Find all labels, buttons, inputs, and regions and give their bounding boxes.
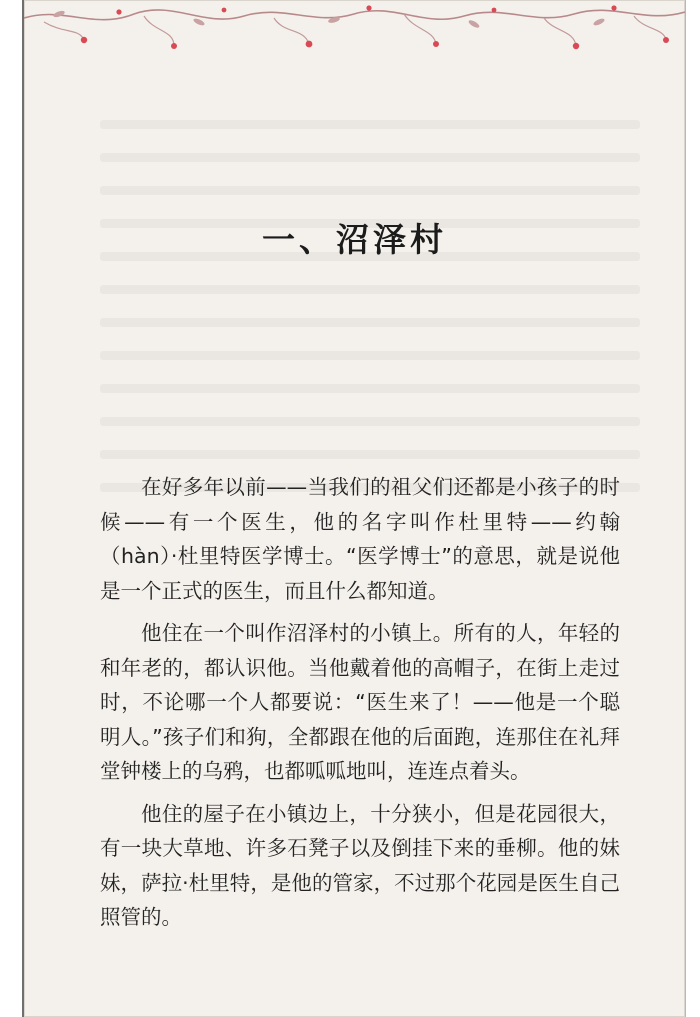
paragraph: 他住在一个叫作沼泽村的小镇上。所有的人，年轻的和年老的，都认识他。当他戴着他的高帽子，在街上走过时，不论哪一个人都要说：“医生来了！——他是一个聪明人。”孩子们和狗，全都跟在他的后面跑，连那住在礼拜堂钟楼上的乌鸦，也都呱呱地叫，连连点着头。 — [100, 621, 620, 783]
book-page — [24, 0, 685, 1017]
paragraph: 在好多年以前——当我们的祖父们还都是小孩子的时候——有一个医生，他的名字叫作杜里特——约翰（hàn）·杜里特医学博士。“医学博士”的意思，就是说他是一个正式的医生，而且什么都知道。 — [100, 475, 620, 603]
chapter-body — [100, 470, 620, 943]
paragraph: 他住的屋子在小镇边上，十分狭小，但是花园很大，有一块大草地、许多石凳子以及倒挂下来的垂柳。他的妹妹，萨拉·杜里特，是他的管家，不过那个花园是医生自己照管的。 — [100, 801, 620, 929]
chapter-title: 一、沼泽村 — [262, 220, 447, 260]
floral-header-ornament — [24, 0, 685, 60]
